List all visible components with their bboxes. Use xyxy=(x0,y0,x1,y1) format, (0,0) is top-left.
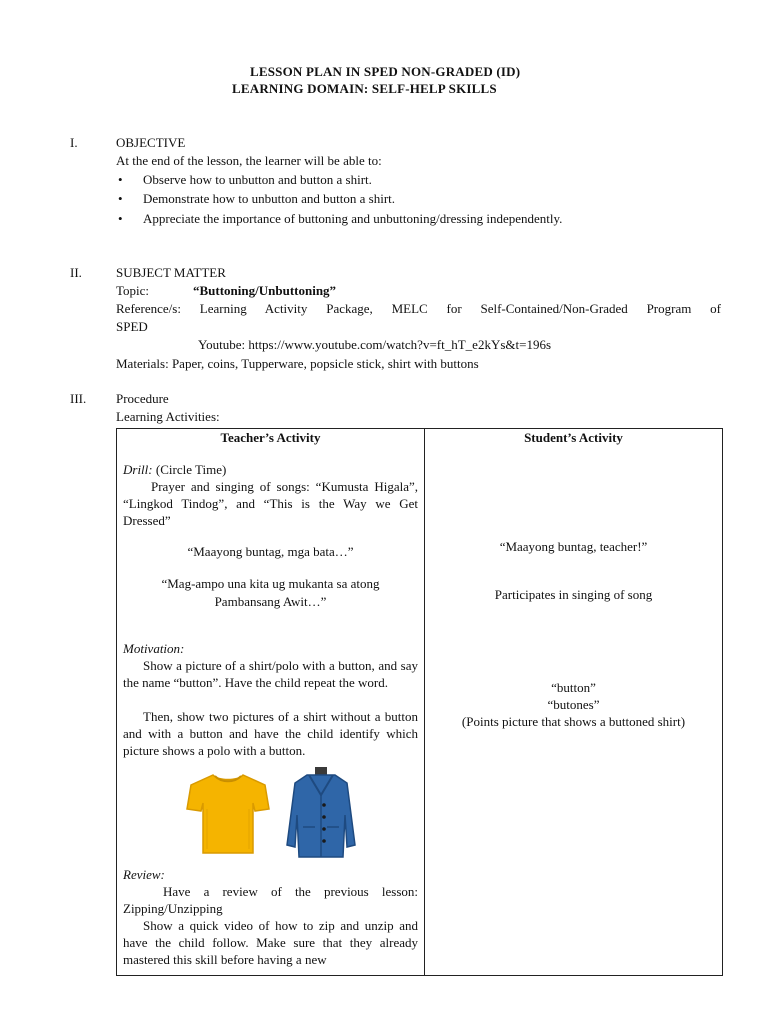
learning-activities-label: Learning Activities: xyxy=(116,409,220,424)
review-paragraph-2: Show a quick video of how to zip and unzip and have the child follow. Make sure that they already mastered this skill before having a new xyxy=(123,918,418,967)
objective-intro: At the end of the lesson, the learner will be able to: xyxy=(116,153,382,168)
student-activity-column xyxy=(425,429,723,976)
teacher-activity-header: Teacher’s Activity xyxy=(220,430,321,445)
student-button-word: “button” xyxy=(551,680,596,695)
section-numeral-i: I. xyxy=(70,135,78,150)
anthem-line-2: Pambansang Awit…” xyxy=(214,594,327,609)
review-paragraph-1: Have a review of the previous lesson: Zipping/Unzipping xyxy=(123,884,418,916)
tshirt-image xyxy=(185,769,271,857)
drill-note: (Circle Time) xyxy=(155,462,227,477)
drill-label: Drill: xyxy=(123,462,153,477)
teacher-activity-column xyxy=(117,429,425,976)
buttoned-coat-image xyxy=(285,765,357,861)
subject-matter-heading: SUBJECT MATTER xyxy=(116,265,226,280)
motivation-paragraph-1: Show a picture of a shirt/polo with a button, and say the name “button”. Have the child repeat the word. xyxy=(123,658,418,690)
reference-line-2: SPED xyxy=(116,319,148,334)
motivation-paragraph-2: Then, show two pictures of a shirt without a button and with a button and have the child identify which picture shows a polo with a button. xyxy=(123,709,418,758)
student-singing: Participates in singing of song xyxy=(494,587,653,602)
title-line-2: LEARNING DOMAIN: SELF-HELP SKILLS xyxy=(232,81,497,96)
student-activity-header: Student’s Activity xyxy=(524,430,623,445)
student-greeting: “Maayong buntag, teacher!” xyxy=(499,539,648,554)
youtube-reference: Youtube: https://www.youtube.com/watch?v=ft_hT_e2kYs&t=196s xyxy=(198,337,551,352)
materials: Materials: Paper, coins, Tupperware, popsicle stick, shirt with buttons xyxy=(116,356,479,371)
section-numeral-iii: III. xyxy=(70,391,87,406)
motivation-label: Motivation: xyxy=(123,641,185,656)
student-points-picture: (Points picture that shows a buttoned shirt) xyxy=(461,714,686,729)
anthem-line-1: “Mag-ampo una kita ug mukanta sa atong xyxy=(161,576,380,591)
activities-table xyxy=(116,428,723,976)
procedure-heading: Procedure xyxy=(116,391,169,406)
review-label: Review: xyxy=(123,867,165,882)
topic-value: “Buttoning/Unbuttoning” xyxy=(193,283,337,298)
objective-heading: OBJECTIVE xyxy=(116,135,186,150)
drill-line xyxy=(123,461,418,478)
title-line-1: LESSON PLAN IN SPED NON-GRADED (ID) xyxy=(250,64,521,79)
topic-label: Topic: xyxy=(116,283,150,298)
teacher-greeting: “Maayong buntag, mga bata…” xyxy=(187,544,354,559)
drill-text: Prayer and singing of songs: “Kumusta Higala”, “Lingkod Tindog”, and “This is the Way we Get Dressed” xyxy=(123,479,418,528)
reference-line-1: Reference/s: Learning Activity Package, MELC for Self-Contained/Non-Graded Program of xyxy=(116,301,721,316)
section-numeral-ii: II. xyxy=(70,265,82,280)
student-butones-word: “butones” xyxy=(547,697,600,712)
